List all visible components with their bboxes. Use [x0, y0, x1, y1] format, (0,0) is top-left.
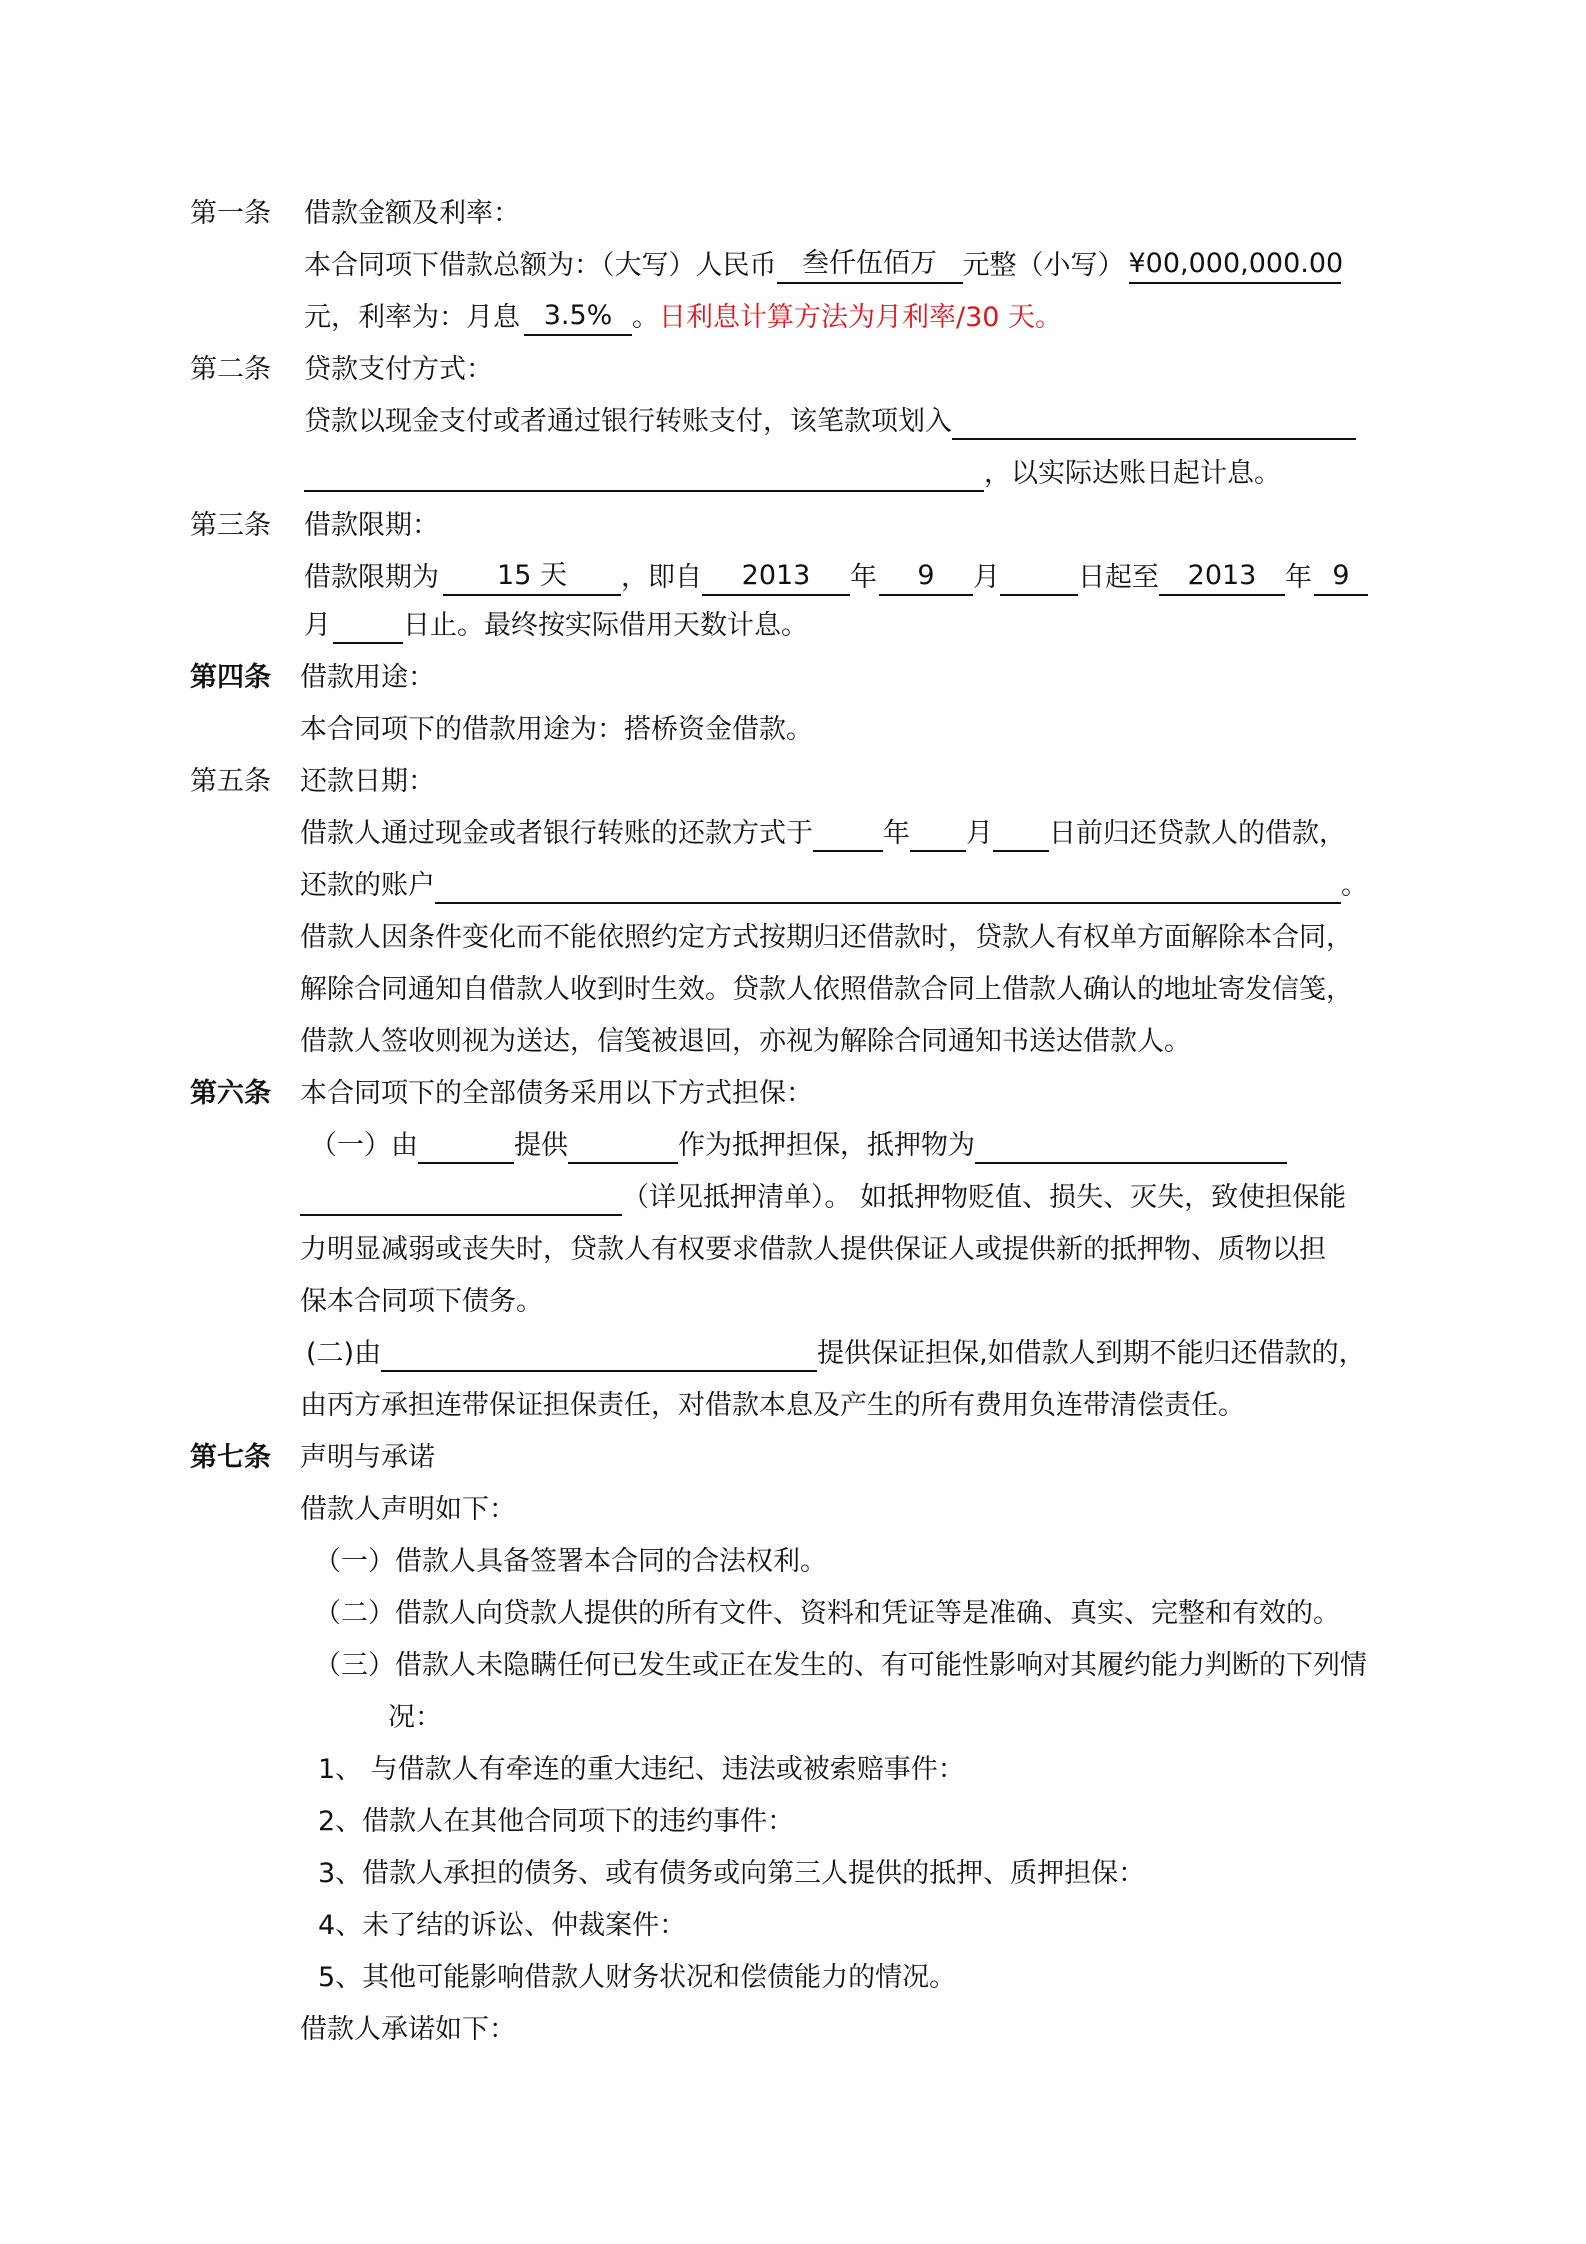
- payee-account-field-2[interactable]: [304, 452, 984, 492]
- term-prefix: 借款限期为: [304, 562, 439, 593]
- situation-3: 3、借款人承担的债务、或有债务或向第三人提供的抵押、质押担保：: [318, 1858, 1146, 1889]
- declaration-2: （二）借款人向贷款人提供的所有文件、资料和凭证等是准确、真实、完整和有效的。: [314, 1598, 1340, 1629]
- repay-account-field[interactable]: [435, 864, 1341, 904]
- mortgage-line3: 力明显减弱或丧失时，贷款人有权要求借款人提供保证人或提供新的抵押物、质物以担: [300, 1234, 1326, 1265]
- promise-intro: 借款人承诺如下：: [300, 2014, 516, 2045]
- article3-line2: [304, 604, 808, 648]
- mortgage-provide: 提供: [514, 1130, 568, 1161]
- article5-title: 还款日期：: [300, 766, 435, 797]
- situation-5: 5、其他可能影响借款人财务状况和偿债能力的情况。: [318, 1962, 957, 1993]
- article5-label: 第五条: [190, 766, 271, 797]
- guarantee-line1: [306, 1332, 1366, 1376]
- repay-suffix: 日前归还贷款人的借款，: [1049, 818, 1346, 849]
- payee-account-field[interactable]: [952, 400, 1356, 440]
- mortgagor-field[interactable]: [418, 1124, 514, 1164]
- end-month-field[interactable]: 9: [1314, 556, 1368, 596]
- rate-punct: 。: [632, 302, 659, 333]
- mortgage-item-field[interactable]: [568, 1124, 678, 1164]
- start-year-char: 年: [850, 562, 877, 593]
- repay-day-field[interactable]: [993, 812, 1049, 852]
- start-day-field[interactable]: [1000, 556, 1078, 596]
- article6-label: 第六条: [190, 1078, 271, 1109]
- article5-account-line: [300, 864, 1368, 908]
- article3-label: 第三条: [190, 510, 271, 541]
- start-month-field[interactable]: 9: [879, 556, 973, 596]
- amount-prefix: 本合同项下借款总额为：（大写）人民币: [304, 250, 777, 281]
- article3-title: 借款限期：: [304, 510, 439, 541]
- article3-term-line: [304, 556, 1368, 600]
- termination-line2: 解除合同通知自借款人收到时生效。贷款人依照借款合同上借款人确认的地址寄发信笺，: [300, 974, 1353, 1005]
- mortgage-as: 作为抵押担保，抵押物为: [678, 1130, 975, 1161]
- amount-upper-field[interactable]: 叁仟伍佰万: [777, 244, 963, 284]
- term-end-text: 日止。最终按实际借用天数计息。: [403, 610, 808, 641]
- guarantee-by: (二)由: [306, 1338, 382, 1369]
- collateral-list-text: （详见抵押清单）。 如抵押物贬值、损失、灭失，致使担保能: [622, 1182, 1347, 1213]
- rate-prefix: 元，利率为：月息: [304, 302, 520, 333]
- repay-month-field[interactable]: [910, 812, 966, 852]
- declaration-intro: 借款人声明如下：: [300, 1494, 516, 1525]
- mortgage-line4: 保本合同项下债务。: [300, 1286, 543, 1317]
- loan-purpose-text: 本合同项下的借款用途为：搭桥资金借款。: [300, 714, 813, 745]
- rate-field[interactable]: 3.5%: [524, 296, 632, 336]
- declaration-1: （一）借款人具备签署本合同的合法权利。: [314, 1546, 827, 1577]
- day-from-text: 日起至: [1078, 562, 1159, 593]
- repay-account-label: 还款的账户: [300, 870, 435, 901]
- term-field[interactable]: 15 天: [443, 556, 621, 596]
- payment-method-text: 贷款以现金支付或者通过银行转账支付，该笔款项划入: [304, 406, 952, 437]
- collateral-field[interactable]: [975, 1124, 1287, 1164]
- end-year-char: 年: [1285, 562, 1312, 593]
- article2-line2: [304, 452, 1281, 496]
- situation-2: 2、借款人在其他合同项下的违约事件：: [318, 1806, 795, 1837]
- article1-title: 借款金额及利率：: [304, 198, 520, 229]
- amount-mid: 元整（小写）: [962, 250, 1125, 281]
- article1-label: 第一条: [190, 198, 271, 229]
- end-day-field[interactable]: [333, 604, 403, 644]
- repay-year-field[interactable]: [813, 812, 883, 852]
- article4-title: 借款用途：: [300, 662, 435, 693]
- article2-label: 第二条: [190, 354, 271, 385]
- article7-title: 声明与承诺: [300, 1442, 435, 1473]
- mortgage-line2: [300, 1176, 1346, 1220]
- article4-label: 第四条: [190, 662, 271, 693]
- repay-prefix: 借款人通过现金或者银行转账的还款方式于: [300, 818, 813, 849]
- termination-line1: 借款人因条件变化而不能依照约定方式按期归还借款时，贷款人有权单方面解除本合同，: [300, 922, 1353, 953]
- repay-month-char: 月: [966, 818, 993, 849]
- article2-line1: [304, 400, 1356, 444]
- amount-lower-field[interactable]: ¥00,000,000.00: [1129, 244, 1341, 284]
- termination-line3: 借款人签收则视为送达，信笺被退回，亦视为解除合同通知书送达借款人。: [300, 1026, 1191, 1057]
- declaration-3-line1: （三）借款人未隐瞒任何已发生或正在发生的、有可能性影响对其履约能力判断的下列情: [314, 1650, 1367, 1681]
- guarantee-line2: 由丙方承担连带保证担保责任，对借款本息及产生的所有费用负连带清偿责任。: [300, 1390, 1245, 1421]
- declaration-3-line2: 况：: [388, 1702, 442, 1733]
- collateral-field-2[interactable]: [300, 1176, 622, 1216]
- guarantor-field[interactable]: [381, 1332, 817, 1372]
- mortgage-line1: [310, 1124, 1287, 1168]
- interest-start-text: ，以实际达账日起计息。: [984, 458, 1281, 489]
- start-month-char: 月: [973, 562, 1000, 593]
- mortgage-by: （一）由: [310, 1130, 418, 1161]
- guarantee-text: 提供保证担保,如借款人到期不能归还借款的，: [817, 1338, 1366, 1369]
- article7-label: 第七条: [190, 1442, 271, 1473]
- end-year-field[interactable]: 2013: [1159, 556, 1285, 596]
- article1-amount-line: [304, 244, 1344, 288]
- end-month-char: 月: [304, 610, 331, 641]
- repay-account-punct: 。: [1341, 870, 1368, 901]
- situation-1: 1、 与借款人有牵连的重大违纪、违法或被索赔事件：: [318, 1754, 965, 1785]
- situation-4: 4、未了结的诉讼、仲裁案件：: [318, 1910, 687, 1941]
- article1-rate-line: [304, 296, 1062, 340]
- article5-date-line: [300, 812, 1346, 856]
- interest-method-note: 日利息计算方法为月利率/30 天。: [659, 302, 1063, 333]
- repay-year-char: 年: [883, 818, 910, 849]
- start-year-field[interactable]: 2013: [702, 556, 850, 596]
- term-from: ，即自: [621, 562, 702, 593]
- article2-title: 贷款支付方式：: [304, 354, 493, 385]
- article6-title: 本合同项下的全部债务采用以下方式担保：: [300, 1078, 813, 1109]
